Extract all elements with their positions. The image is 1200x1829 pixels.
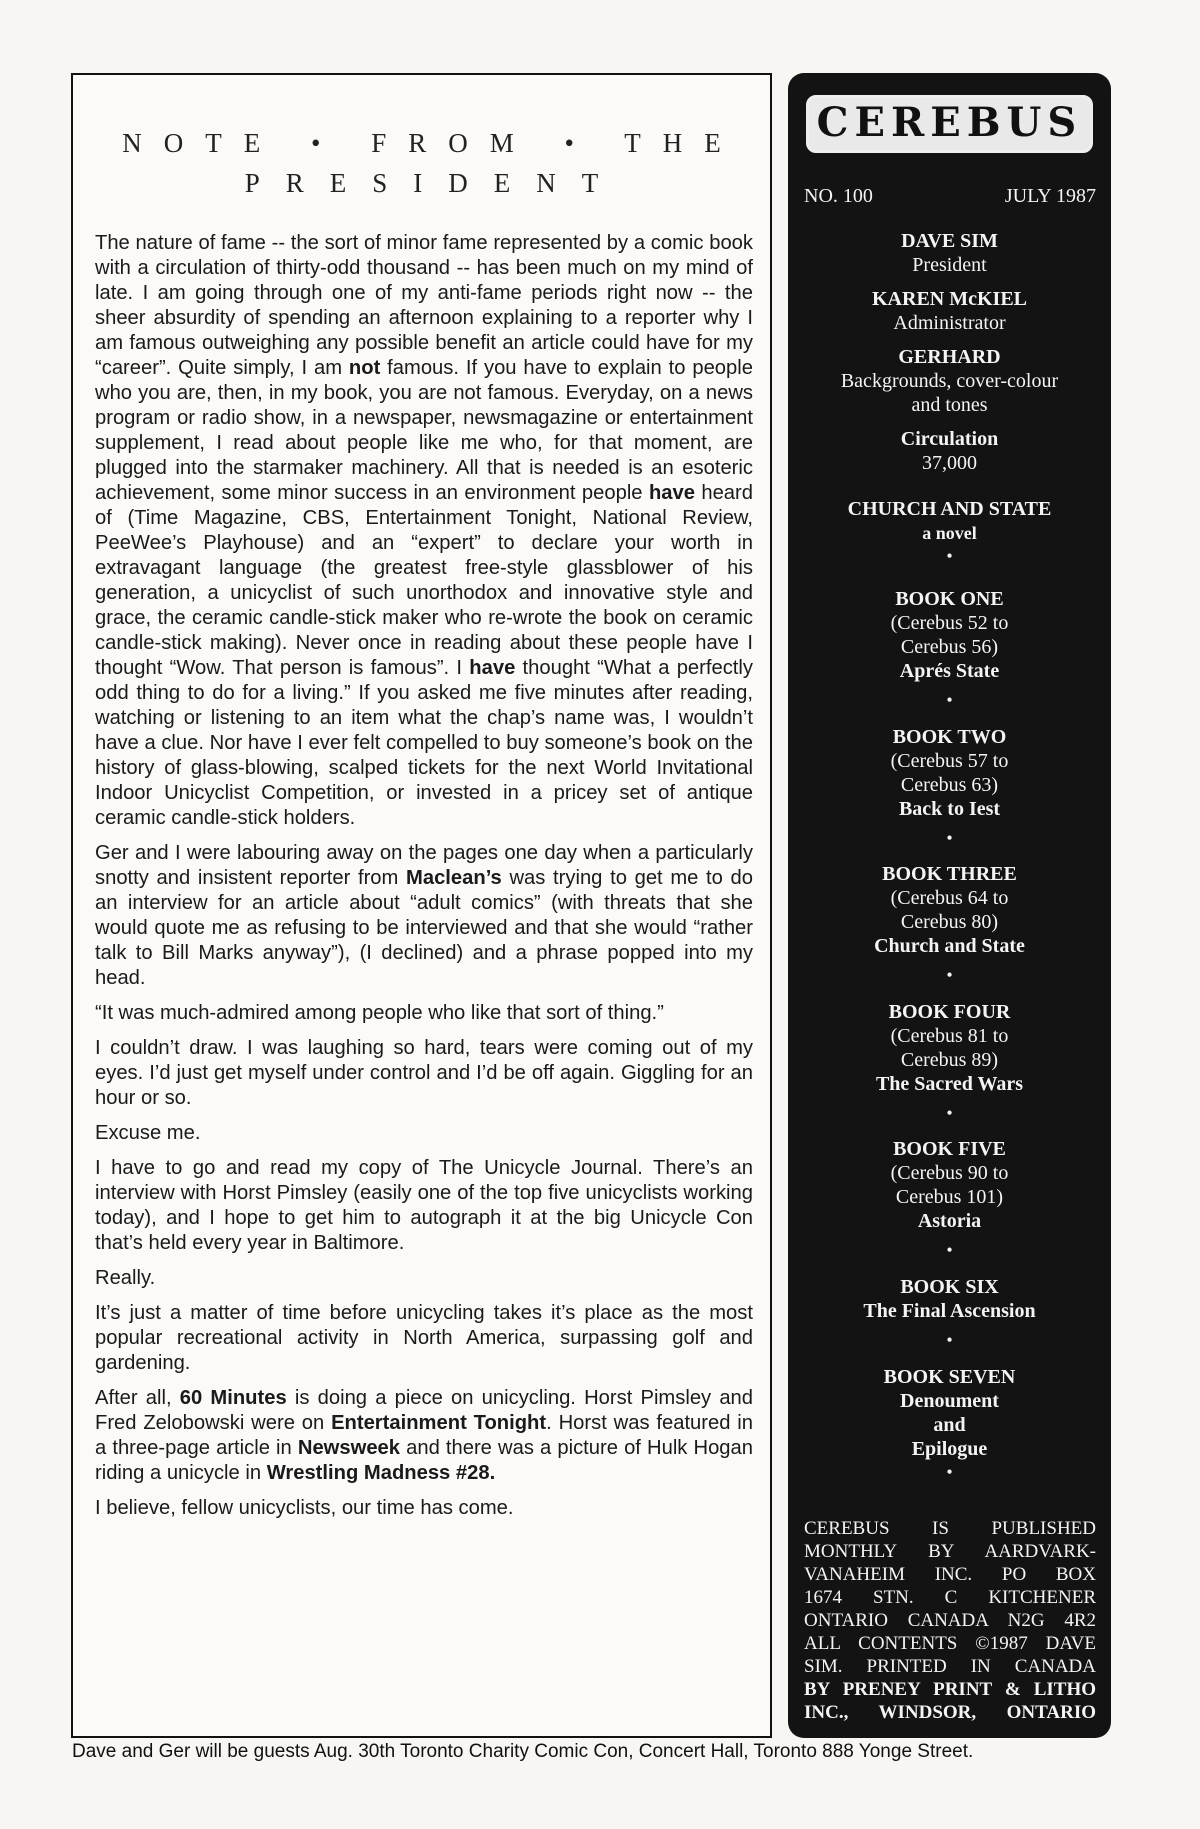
bullet-dot: • (946, 1462, 953, 1482)
book-seven (788, 1365, 1111, 1483)
pub-line: VANAHEIM INC. PO BOX (804, 1564, 1096, 1585)
staff-role: Administrator (893, 312, 1006, 334)
book-range: (Cerebus 52 to (890, 612, 1009, 634)
text-run: is doing a piece on unicycling. Horst Pimsley and Fred Zelobowski were on (95, 1387, 754, 1434)
book-title: Astoria (917, 1210, 982, 1232)
emphasis-newsweek: Newsweek (297, 1437, 400, 1459)
paragraph-quote: “It was much-admired among people who like that sort of thing.” (95, 1002, 664, 1024)
pub-line: CEREBUS IS PUBLISHED (804, 1518, 1096, 1539)
book-range: Cerebus 80) (900, 911, 999, 933)
book-title: Aprés State (899, 660, 1000, 682)
book-title: Church and State (874, 935, 1025, 957)
book-name: BOOK SIX (900, 1276, 999, 1298)
text-run: and there was a picture of Hulk Hogan riding a unicycle in (95, 1437, 753, 1484)
pub-line: ALL CONTENTS ©1987 DAVE (804, 1633, 1096, 1654)
circulation (788, 427, 1111, 475)
emphasis-60-minutes: 60 Minutes (179, 1387, 287, 1409)
paragraph-media (95, 1386, 753, 1486)
cerebus-logo: CEREBUS (806, 95, 1093, 153)
publication-info (804, 1517, 1096, 1724)
book-name: BOOK ONE (895, 588, 1004, 610)
bullet-dot: • (946, 828, 953, 848)
book-title: The Sacred Wars (875, 1073, 1024, 1095)
text-run: Ger and I were labouring away on the pages one day when a particularly snotty and insistent reporter from (95, 842, 753, 889)
pub-line: 1674 STN. C KITCHENER (804, 1587, 1096, 1608)
paragraph-popular: It’s just a matter of time before unicycling takes it’s place as the most popular recreational activity in North America, surpassing golf and gardening. (95, 1302, 753, 1374)
bullet-dot: • (946, 965, 953, 985)
staff-role-2: and tones (911, 394, 988, 416)
issue-number: NO. 100 (804, 185, 873, 207)
masthead-sidebar (788, 73, 1111, 1738)
issue-line (804, 185, 1096, 208)
book-range: Cerebus 89) (900, 1049, 999, 1071)
circulation-label: Circulation (900, 428, 999, 450)
issue-date: JULY 1987 (1004, 185, 1096, 207)
book-name: BOOK FOUR (888, 1001, 1011, 1023)
footer-announcement: Dave and Ger will be guests Aug. 30th Toronto Charity Comic Con, Concert Hall, Toronto 888 Yonge Street. (72, 1741, 974, 1762)
book-range: (Cerebus 81 to (890, 1025, 1009, 1047)
book-title: Back to Iest (898, 798, 1001, 820)
book-title: The Final Ascension (863, 1300, 1036, 1322)
paragraph-laughing: I couldn’t draw. I was laughing so hard, tears were coming out of my eyes. I’d just get myself under control and I’d be off again. Giggling for an hour or so. (95, 1037, 753, 1109)
book-name: BOOK TWO (892, 726, 1007, 748)
book-range: Cerebus 56) (900, 636, 999, 658)
book-name: BOOK THREE (882, 863, 1017, 885)
emphasis-have: have (469, 657, 516, 679)
paragraph-fame (95, 231, 753, 831)
book-name: BOOK FIVE (893, 1138, 1006, 1160)
pub-line: SIM. PRINTED IN CANADA (804, 1656, 1096, 1677)
paragraph-really: Really. (95, 1267, 156, 1289)
book-six (788, 1275, 1111, 1351)
book-two (788, 725, 1111, 849)
book-name: BOOK SEVEN (883, 1366, 1016, 1388)
staff-karen (788, 287, 1111, 335)
book-three (788, 862, 1111, 986)
series-subtitle: a novel (922, 523, 977, 543)
emphasis-not: not (348, 357, 381, 379)
series-block (788, 497, 1111, 567)
staff-name: GERHARD (898, 346, 1001, 368)
bullet-dot: • (946, 690, 953, 710)
pub-line: ONTARIO CANADA N2G 4R2 (804, 1610, 1096, 1631)
staff-name: KAREN McKIEL (872, 288, 1027, 310)
book-title-3: Epilogue (911, 1438, 988, 1460)
book-range: Cerebus 101) (895, 1186, 1004, 1208)
bullet-dot: • (946, 1103, 953, 1123)
note-title (73, 123, 770, 203)
text-run: thought “What a perfectly odd thing to do for a living.” If you asked me five minutes after reading, watching or listening to an item what the chap’s name was, I wouldn’t have a clue. Nor have I ever felt compelled to buy someone’s book on the history of glass-blowing, scalped tickets for the next World Invitational Indoor Unicyclist Competition, or invested in a pricey set of antique ceramic candle-stick holders. (95, 657, 753, 829)
pub-line-printer: INC., WINDSOR, ONTARIO (804, 1702, 1096, 1723)
book-range: Cerebus 63) (900, 774, 999, 796)
book-range: (Cerebus 57 to (890, 750, 1009, 772)
book-range: (Cerebus 64 to (890, 887, 1009, 909)
book-five (788, 1137, 1111, 1261)
text-run: was trying to get me to do an interview for an article about “adult comics” (with threats that she would quote me as refusing to be interviewed and that she would “rather talk to Bill Marks anyway”), (I declined) and a phrase popped into my head. (95, 867, 754, 989)
emphasis-entertainment-tonight: Entertainment Tonight (331, 1412, 547, 1434)
note-title-line1: NOTE • FROM • THE (122, 128, 743, 158)
text-run: heard of (Time Magazine, CBS, Entertainment Tonight, National Review, PeeWee’s Playhouse) and an “expert” to declare your worth in extravagant language (the greatest free-style glassblower of his generation, a unicyclist of such unorthodox and innovative style and grace, the ceramic candle-stick maker who re-wrote the book on ceramic candle-stick making). Never once in reading about these people have I thought “Wow. That person is famous”. I (95, 482, 753, 679)
paragraph-closing: I believe, fellow unicyclists, our time has come. (95, 1497, 514, 1519)
paragraph-excuse: Excuse me. (95, 1122, 201, 1144)
staff-role: Backgrounds, cover-colour (840, 370, 1059, 392)
book-title-2: and (933, 1414, 966, 1436)
staff-dave (788, 229, 1111, 277)
text-run: famous. If you have to explain to people who you are, then, in my book, you are not famous. Everyday, on a news program or radio show, in a newspaper, newsmagazine or entertainment supplement, I read about people like me who, for that moment, are plugged into the starmaker machinery. All that is needed is an esoteric achievement, some minor success in an environment people (95, 357, 753, 504)
bullet-dot: • (946, 1240, 953, 1260)
bullet-dot: • (946, 1330, 953, 1350)
bullet-dot: • (946, 546, 953, 566)
book-title: Denoument (900, 1390, 999, 1412)
book-one (788, 587, 1111, 711)
paragraph-journal: I have to go and read my copy of The Unicycle Journal. There’s an interview with Horst Pimsley (easily one of the top five unicyclists working today), and I hope to get him to autograph it at the big Unicycle Con that’s held every year in Baltimore. (95, 1157, 753, 1254)
circulation-value: 37,000 (922, 452, 977, 474)
staff-gerhard (788, 345, 1111, 417)
emphasis-wrestling-madness: Wrestling Madness #28. (266, 1462, 496, 1484)
staff-name: DAVE SIM (901, 230, 998, 252)
text-run: The nature of fame -- the sort of minor fame represented by a comic book with a circulation of thirty-odd thousand -- has been much on my mind of late. I am going through one of my anti-fame periods right now -- the sheer absurdity of spending an afternoon explaining to a reporter why I am famous outweighing any possible benefit an article could have for my “career”. Quite simply, I am (95, 232, 753, 379)
book-four (788, 1000, 1111, 1124)
president-note-box (71, 73, 772, 1738)
text-run: After all, (95, 1387, 180, 1409)
emphasis-have: have (648, 482, 695, 504)
staff-role: President (912, 254, 987, 276)
pub-line-printer: BY PRENEY PRINT & LITHO (804, 1679, 1096, 1700)
note-title-line2: PRESIDENT (244, 168, 625, 198)
emphasis-macleans: Maclean’s (406, 867, 502, 889)
series-title: CHURCH AND STATE (847, 498, 1052, 520)
text-run: . Horst was featured in a three-page article in (95, 1412, 754, 1459)
pub-line: MONTHLY BY AARDVARK- (804, 1541, 1096, 1562)
book-range: (Cerebus 90 to (890, 1162, 1009, 1184)
note-body (95, 231, 753, 1531)
paragraph-reporter (95, 841, 753, 991)
